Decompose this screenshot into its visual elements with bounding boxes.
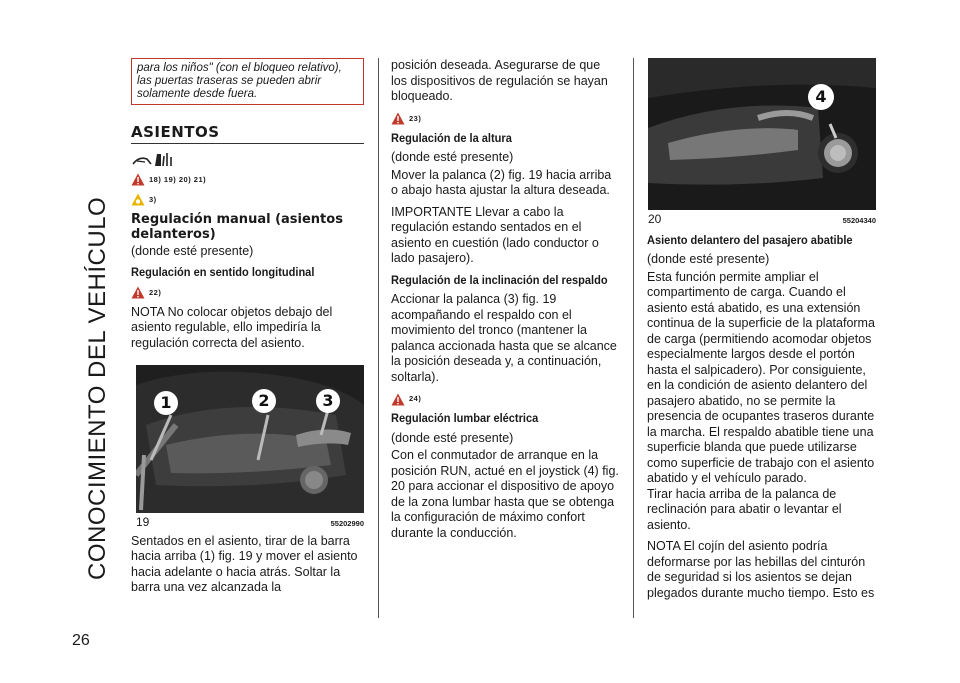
important-text: IMPORTANTE Llevar a cabo la regulación estando sentados en el asiento en cuestión (lado conductor o lado pasajero). (391, 204, 599, 265)
figure-20-photo (648, 58, 876, 210)
warning-refs-row (391, 391, 619, 407)
warning-refs: 18) 19) 20) 21) (149, 174, 207, 184)
warning-triangle-red-icon (391, 112, 405, 125)
where-present: (donde esté presente) (391, 150, 514, 164)
heading-folding: Asiento delantero del pasajero abatible (647, 232, 853, 247)
figure-number: 20 (648, 212, 662, 226)
page-number: 26 (72, 632, 90, 649)
caution-refs-row (131, 192, 364, 208)
where-present: (donde esté presente) (131, 243, 254, 258)
figure-number: 19 (136, 515, 150, 529)
note-text: NOTA El cojín del asiento podría deformarse por las hebillas del cinturón de seguridad si los asientos se dejan plegados durante mucho tiempo. Esto es (647, 539, 875, 600)
heading-lumbar: Regulación lumbar eléctrica (391, 411, 539, 425)
heading-height: Regulación de la altura (391, 130, 512, 145)
section-title: ASIENTOS (131, 125, 364, 144)
figure-marker-3: 3 (316, 389, 340, 413)
subsection-title: Regulación manual (asientos delanteros) (131, 211, 343, 242)
warning-triangle-red-icon (391, 393, 405, 406)
warning-refs-row (131, 285, 364, 301)
warning-triangle-red-icon (131, 286, 145, 299)
height-text: Mover la palanca (2) fig. 19 hacia arriba o abajo hasta ajustar la altura deseada. (391, 167, 612, 197)
seat-adjust-icon (131, 150, 175, 168)
figure-20-caption (648, 212, 876, 229)
warning-refs: 22) (149, 287, 162, 297)
figure-19-photo (136, 365, 364, 513)
warning-triangle-red-icon (131, 173, 145, 186)
boxed-note: para los niños" (con el bloqueo relativo), las puertas traseras se pueden abrir solamente desde fuera. (131, 58, 364, 105)
seat-car-icon-row (131, 150, 364, 168)
lumbar-text: Con el conmutador de arranque en la posición RUN, actué en el joystick (4) fig. 20 para accionar el dispositivo de apoyo de la zona lumbar hasta que se obtenga la configuración de máximo confort durante la conducción. (391, 448, 619, 540)
figure-marker-1: 1 (154, 391, 178, 415)
continued-text: posición deseada. Asegurarse de que los dispositivos de regulación se hayan bloqueado. (391, 58, 608, 103)
warning-refs-row (391, 111, 619, 127)
warning-triangle-yellow-icon (131, 193, 145, 206)
heading-backrest: Regulación de la inclinación del respaldo (391, 272, 608, 287)
column-divider (378, 58, 379, 618)
warning-refs-row (131, 172, 364, 188)
column-3 (647, 58, 877, 607)
note-text: NOTA No colocar objetos debajo del asiento regulable, ello impediría la regulación correcta del asiento. (131, 304, 333, 350)
caution-refs: 3) (149, 194, 157, 204)
pull-text: Tirar hacia arriba de la palanca de reclinación para abatir o levantar el asiento. (647, 486, 842, 532)
chapter-title: CONOCIMIENTO DEL VEHÍCULO (84, 196, 111, 580)
where-present: (donde esté presente) (647, 252, 770, 266)
figure-marker-4: 4 (808, 84, 834, 110)
lumbar-joystick-photo (648, 58, 876, 210)
warning-refs: 23) (409, 113, 422, 123)
seat-side-photo (136, 365, 364, 513)
warning-refs: 24) (409, 394, 422, 404)
figure-marker-2: 2 (252, 389, 276, 413)
figure-code: 55202990 (330, 519, 364, 528)
figure-19-caption (136, 515, 364, 532)
where-present: (donde esté presente) (391, 430, 514, 445)
column-1 (131, 58, 364, 602)
column-2 (391, 58, 619, 547)
figure-code: 55204340 (842, 216, 876, 225)
backrest-text: Accionar la palanca (3) fig. 19 acompañando el respaldo con el movimiento del tronco (mantener la palanca accionada hasta que se alcance la posición deseada y, a continuación, soltarla). (391, 292, 617, 384)
folding-text: Esta función permite ampliar el compartimento de carga. Cuando el asiento está abatido, es una extensión continua de la superficie de la plataforma de carga (permitiendo acomodar objetos especialmente largos desde el portón hasta el salpicadero). Por consiguiente, en la condición de asiento delantero del pasajero abatido, no se permite la presencia de ocupantes traseros durante la marcha. El respaldo abatible tiene una superficie blanda que puede utilizarse como superficie de trabajo con el asiento abatido y el vehículo parado. (647, 269, 875, 485)
body-text: Sentados en el asiento, tirar de la barra hacia arriba (1) fig. 19 y mover el asiento hacia adelante o hacia atrás. Soltar la barra una vez alcanzada la (131, 533, 358, 594)
column-divider (633, 58, 634, 618)
heading-longitudinal: Regulación en sentido longitudinal (131, 265, 315, 279)
